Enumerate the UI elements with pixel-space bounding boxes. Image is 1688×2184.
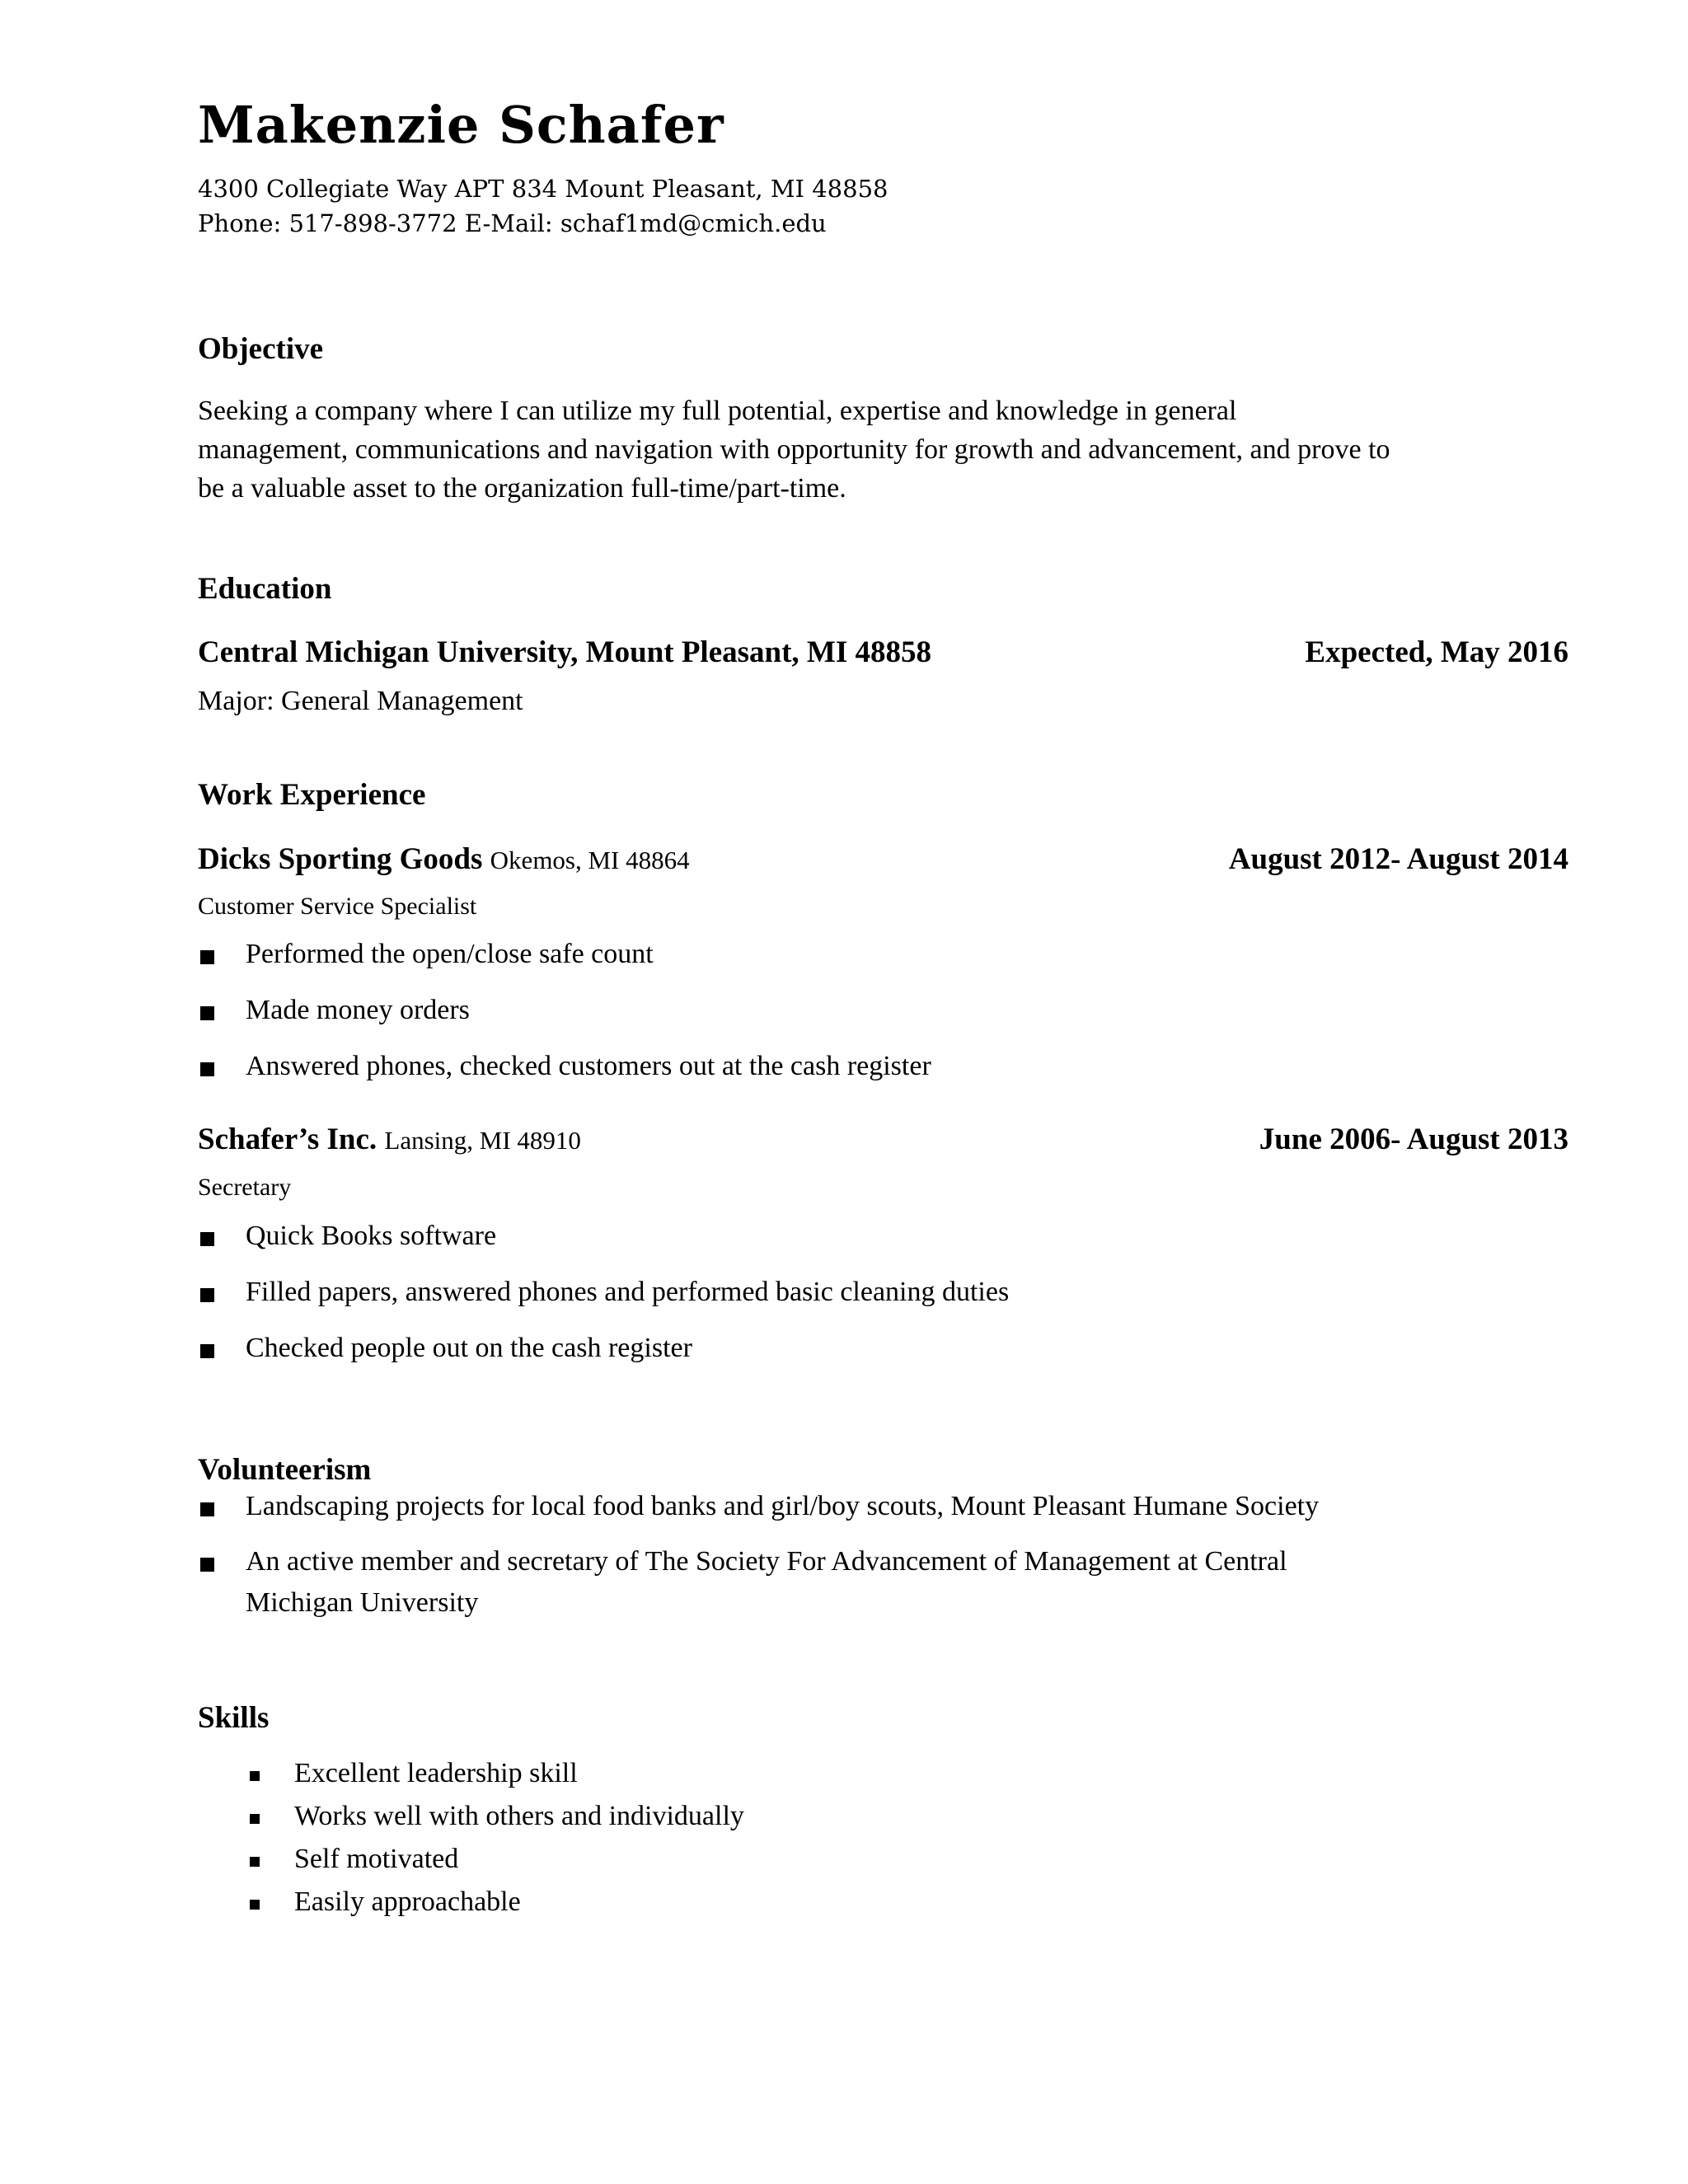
skill-item: Works well with others and individually xyxy=(294,1801,744,1831)
address-line: 4300 Collegiate Way APT 834 Mount Pleasant, MI 48858 xyxy=(198,175,889,203)
major-line: Major: General Management xyxy=(198,686,523,716)
job-dates: June 2006- August 2013 xyxy=(1259,1122,1568,1156)
job-bullet: Checked people out on the cash register xyxy=(246,1333,692,1363)
volunteerism-heading: Volunteerism xyxy=(198,1453,372,1487)
job-title-line xyxy=(198,1122,581,1157)
job-bullet: Answered phones, checked customers out at the cash register xyxy=(246,1051,931,1081)
bullet-square xyxy=(200,1062,214,1076)
job-bullet: Quick Books software xyxy=(246,1221,497,1251)
contact-line: Phone: 517-898-3772 E-Mail: schaf1md@cmich.edu xyxy=(198,209,827,237)
objective-line: be a valuable asset to the organization full-time/part-time. xyxy=(198,473,846,504)
job-title-line xyxy=(198,841,690,877)
job-bullet: Filled papers, answered phones and performed basic cleaning duties xyxy=(246,1277,1010,1307)
job-role: Customer Service Specialist xyxy=(198,893,477,920)
employer-name: Dicks Sporting Goods xyxy=(198,842,483,876)
volunteer-item-line: Michigan University xyxy=(246,1587,479,1618)
job-dates: August 2012- August 2014 xyxy=(1228,842,1568,876)
skill-item: Easily approachable xyxy=(294,1886,521,1917)
objective-line: management, communications and navigation with opportunity for growth and advancement, and prove to xyxy=(198,434,1390,465)
skill-item: Self motivated xyxy=(294,1844,459,1874)
work-heading: Work Experience xyxy=(198,778,426,812)
employer-location: Lansing, MI 48910 xyxy=(384,1126,581,1155)
bullet-square xyxy=(250,1857,260,1867)
volunteer-item-line: An active member and secretary of The Society For Advancement of Management at Central xyxy=(246,1546,1287,1577)
bullet-square xyxy=(250,1900,260,1910)
bullet-square xyxy=(250,1814,260,1824)
candidate-name: Makenzie Schafer xyxy=(198,95,724,155)
bullet-square xyxy=(200,1288,214,1302)
job-bullet: Performed the open/close safe count xyxy=(246,939,654,969)
bullet-square xyxy=(200,950,214,964)
objective-line: Seeking a company where I can utilize my full potential, expertise and knowledge in general xyxy=(198,396,1237,426)
bullet-square xyxy=(200,1558,214,1572)
education-date: Expected, May 2016 xyxy=(1305,635,1568,669)
skills-heading: Skills xyxy=(198,1701,270,1735)
bullet-square xyxy=(200,1232,214,1246)
job-role: Secretary xyxy=(198,1174,292,1201)
bullet-square xyxy=(200,1006,214,1020)
skill-item: Excellent leadership skill xyxy=(294,1758,578,1788)
objective-paragraph xyxy=(198,391,1533,508)
bullet-square xyxy=(200,1344,214,1358)
objective-heading: Objective xyxy=(198,332,324,366)
school-name: Central Michigan University, Mount Pleasant, MI 48858 xyxy=(198,635,932,669)
volunteer-item: Landscaping projects for local food banks and girl/boy scouts, Mount Pleasant Humane Society xyxy=(246,1491,1320,1521)
bullet-square xyxy=(200,1502,214,1516)
education-heading: Education xyxy=(198,572,332,606)
job-bullet: Made money orders xyxy=(246,995,470,1025)
employer-name: Schafer’s Inc. xyxy=(198,1122,377,1156)
bullet-square xyxy=(250,1771,260,1781)
employer-location: Okemos, MI 48864 xyxy=(490,846,690,874)
